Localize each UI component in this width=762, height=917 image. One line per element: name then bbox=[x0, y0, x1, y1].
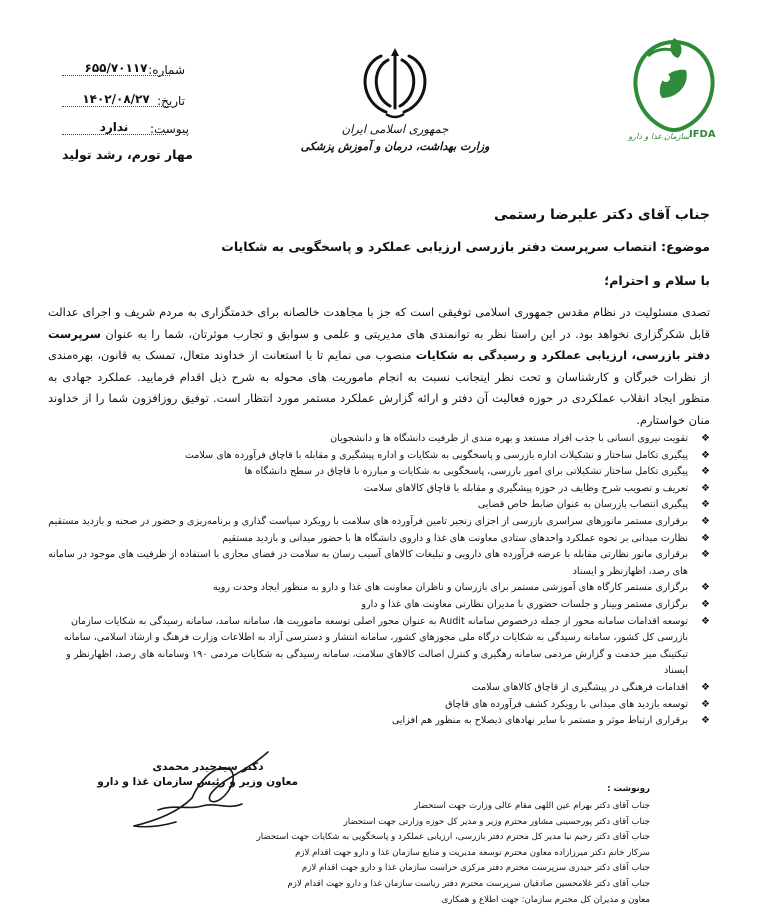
number-value: ۶۵۵/۷۰۱۱۷ bbox=[62, 61, 170, 76]
date-value: ۱۴۰۲/۰۸/۲۷ bbox=[62, 92, 170, 107]
ifda-logo-text-fa: سازمان غذا و دارو bbox=[628, 132, 690, 141]
attachment-label: پیوست: bbox=[149, 122, 189, 136]
subject-line: موضوع: انتصاب سرپرست دفتر بازرسی ارزیابی عملکرد و پاسخگویی به شکایات bbox=[221, 239, 710, 254]
cc-heading: رونوشت : bbox=[607, 784, 650, 794]
diamond-bullet-icon: ❖ bbox=[701, 499, 710, 511]
signer-name: دکتر سیدحیدر محمدی bbox=[152, 761, 264, 773]
signer-title: معاون وزیر و رئیس سازمان غذا و دارو bbox=[97, 776, 298, 788]
diamond-bullet-icon: ❖ bbox=[701, 698, 710, 710]
body-text-bold: سرپرست دفتر بازرسی، ارزیابی عملکرد و رسیدگی به شکایات bbox=[48, 326, 710, 362]
list-item: ❖ برقراری مانور نظارتی مقابله با عرضه فرآورده های دارویی و تبلیغات کالاهای آسیب رسان به سلامت در فضای مجازی با استفاده از ظرفیت های موجود در سامانه های رصد، اظهارنظر و ایسناد bbox=[48, 549, 710, 577]
diamond-bullet-icon: ❖ bbox=[701, 515, 710, 527]
diamond-bullet-icon: ❖ bbox=[701, 449, 710, 461]
diamond-bullet-icon: ❖ bbox=[701, 615, 710, 627]
ifda-logo-icon bbox=[628, 36, 720, 134]
ifda-logo bbox=[628, 36, 720, 134]
list-item: ❖ پیگیری تکامل ساختار تشکیلاتی برای امور بازرسی، پاسخگویی به شکایات و مبارزه با قاچاق در سطح دانشگاه ها bbox=[48, 464, 710, 481]
list-item: ❖ برگزاری مستمر کارگاه های آموزشی مستمر برای بازرسان و ناظران معاونت های غذا و دارو به منظور ایجاد وحدت رویه bbox=[48, 580, 710, 597]
list-item: ❖ تعریف و تصویب شرح وظایف در حوزه پیشگیری و مقابله با قاچاق کالاهای سلامت bbox=[48, 481, 710, 498]
mission-list bbox=[48, 431, 710, 730]
body-text-2: منصوب می نمایم تا با استعانت از خداوند متعال، تمسک به قانون، بهره‌مندی از نظرات خبرگان و کارشناسان و تحت نظر اینجانب نسبت به انجام ماموریت های محوله به شرح ذیل اقدام فرمایید. عملکرد جهادی به منظور ایجاد انقلاب عملکردی در حوزه فعالیت آن دفتر و ارائه گزارش عملکرد مستمر مورد انتظار است. توفیق روزافزون شما را از خداوند منان خواستارم. bbox=[48, 348, 710, 427]
list-item: ❖ برقراری ارتباط موثر و مستمر با سایر نهادهای ذیصلاح به منظور هم افزایی bbox=[48, 713, 710, 730]
slogan-stamp: مهار تورم، رشد تولید bbox=[62, 147, 193, 162]
diamond-bullet-icon: ❖ bbox=[701, 466, 710, 478]
body-paragraph bbox=[48, 302, 710, 431]
number-label: شماره: bbox=[148, 63, 185, 77]
cc-line: جناب آقای دکتر حیدری سرپرست محترم دفتر مرکزی حراست سازمان غذا و دارو جهت اقدام لازم bbox=[301, 863, 650, 874]
greeting: با سلام و احترام؛ bbox=[604, 273, 710, 288]
list-item: ❖ پیگیری تکامل ساختار و تشکیلات اداره بازرسی و پاسخگویی به شکایات و اداره پیشگیری و مقابله با قاچاق فرآورده های سلامت bbox=[48, 448, 710, 465]
iran-emblem bbox=[350, 44, 440, 124]
ifda-logo-text-en: IFDA bbox=[689, 129, 716, 140]
cc-line: جناب آقای دکتر بهرام عین اللهی مقام عالی وزارت جهت استحضار bbox=[413, 801, 650, 811]
diamond-bullet-icon: ❖ bbox=[701, 532, 710, 544]
diamond-bullet-icon: ❖ bbox=[701, 549, 710, 561]
emblem-line-1: جمهوری اسلامی ایران bbox=[341, 122, 449, 136]
diamond-bullet-icon: ❖ bbox=[701, 433, 710, 444]
cc-line: جناب آقای دکتر رحیم نیا مدیر کل محترم دفتر بازرسی، ارزیابی عملکرد و پاسخگویی به شکایات جهت استحضار bbox=[256, 832, 650, 843]
attachment-value: ندارد bbox=[62, 120, 166, 135]
date-label: تاریخ: bbox=[157, 94, 185, 108]
list-item: ❖ برگزاری مستمر وبینار و جلسات حضوری با مدیران نظارتی معاونت های غذا و دارو bbox=[48, 597, 710, 614]
diamond-bullet-icon: ❖ bbox=[701, 598, 710, 610]
cc-line: جناب آقای دکتر پورحسینی مشاور محترم وزیر و مدیر کل حوزه وزارتی جهت استحضار bbox=[343, 816, 650, 827]
diamond-bullet-icon: ❖ bbox=[701, 482, 710, 494]
addressee: جناب آقای دکتر علیرضا رستمی bbox=[493, 207, 710, 223]
list-item: ❖ نظارت میدانی بر نحوه عملکرد واحدهای ستادی معاونت های غذا و داروی دانشگاه ها با حضور میدانی و بازدید مستقیم bbox=[48, 531, 710, 548]
cc-line: سرکار خانم دکتر میرزازاده معاون محترم توسعه مدیریت و منابع سازمان غذا و دارو جهت اقدام لازم bbox=[295, 847, 650, 858]
cc-list bbox=[257, 799, 650, 908]
list-item: ❖ توسعه اقدامات سامانه محور از جمله درخصوص سامانه Audit به عنوان محور اصلی توسعه ماموریت ها، سامانه سامد، سامانه رسیدگی به شکایات سازمان بازرسی کل کشور، سامانه رسیدگی به شکایات درگاه ملی مجوزهای کشور، سامانه انتشار و دسترسی آزاد به اطلاعات وزارت فرهنگ و ارشاد اسلامی، سامانه تیکتینگ میز خدمت و گزارش مردمی سامانه رهگیری و کنترل اصالت کالاهای سلامت، سامانه رسیدگی به شکایات مردمی ۱۹۰ وسامانه های رصد، اظهارنظر و ایسناد bbox=[63, 615, 710, 677]
diamond-bullet-icon: ❖ bbox=[701, 715, 710, 727]
list-item: ❖ توسعه بازدید های میدانی با رویکرد کشف فرآورده های قاچاق bbox=[48, 697, 710, 714]
iran-emblem-icon bbox=[350, 44, 440, 124]
list-item: ❖ پیگیری انتصاب بازرسان به عنوان ضابط خاص قضایی bbox=[48, 497, 710, 514]
list-item: ❖ تقویت نیروی انسانی با جذب افراد مستعد و بهره مندی از ظرفیت دانشگاه ها و دانشجویان bbox=[48, 431, 710, 448]
body-text-1: تصدی مسئولیت در نظام مقدس جمهوری اسلامی توفیقی است که جز با مجاهدت خالصانه برای خدمتگزاری به مردم شریف و اجرای عدالت قابل شکرگزاری نخواهد بود. در این راستا نظر به توانمندی های مدیریتی و علمی و سوابق و تجارب موثرتان، شما را به عنوان bbox=[48, 305, 710, 341]
cc-line: معاون و مدیران کل محترم سازمان: جهت اطلاع و همکاری bbox=[441, 894, 650, 905]
list-item: ❖ برقراری مستمر مانورهای سراسری بازرسی از اجزای زنجیر تامین فرآورده های سلامت با رویکرد سیاست گذاری و برنامه‌ریزی و حضور در صحنه و بازدید مستقیم bbox=[48, 514, 710, 531]
diamond-bullet-icon: ❖ bbox=[701, 582, 710, 594]
list-item: ❖ اقدامات فرهنگی در پیشگیری از قاچاق کالاهای سلامت bbox=[48, 680, 710, 697]
cc-line: جناب آقای دکتر غلامحسین صادقیان سرپرست محترم دفتر ریاست سازمان غذا و دارو جهت اقدام لازم bbox=[287, 878, 650, 889]
diamond-bullet-icon: ❖ bbox=[701, 681, 710, 693]
emblem-line-2: وزارت بهداشت، درمان و آموزش پزشکی bbox=[300, 140, 490, 153]
